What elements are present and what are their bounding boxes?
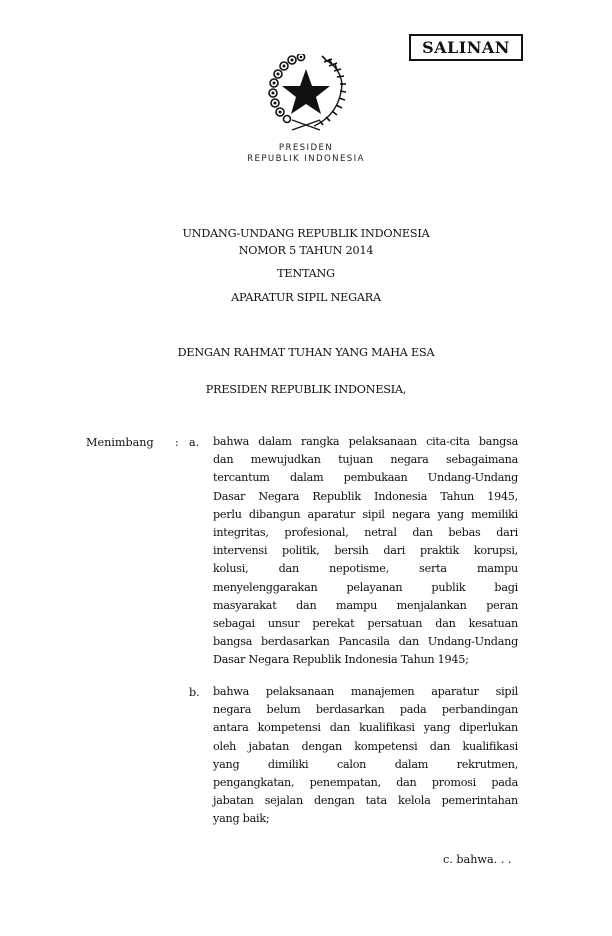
item-b-line: negara belum berdasarkan pada perbandingan bbox=[213, 703, 518, 717]
salinan-stamp: SALINAN bbox=[409, 34, 523, 61]
presidential-emblem-icon bbox=[262, 54, 350, 132]
item-b-line: bahwa pelaksanaan manajemen aparatur sipil bbox=[213, 685, 518, 698]
office-line-republik: REPUBLIK INDONESIA bbox=[247, 154, 365, 164]
item-a-line: integritas, profesional, netral dan bebas dari bbox=[213, 526, 518, 540]
law-about: TENTANG bbox=[277, 267, 335, 280]
item-a-line: Dasar Negara Republik Indonesia Tahun 1945; bbox=[213, 653, 469, 667]
item-a-line: dan mewujudkan tujuan negara sebagaimana bbox=[213, 453, 518, 467]
item-a-marker: a. bbox=[189, 436, 200, 449]
item-b-line: oleh jabatan dengan kompetensi dan kualifikasi bbox=[213, 739, 518, 753]
item-b-line: yang baik; bbox=[213, 812, 270, 826]
item-b-line: jabatan sejalan dengan tata kelola pemerintahan bbox=[213, 794, 518, 808]
item-a-line: intervensi politik, bersih dari praktik korupsi, bbox=[213, 544, 518, 558]
item-a-line: masyarakat dan mampu menjalankan peran bbox=[213, 598, 518, 612]
item-a-line: bahwa dalam rangka pelaksanaan cita-cita bangsa bbox=[213, 435, 518, 448]
item-a-line: Dasar Negara Republik Indonesia Tahun 1945, bbox=[213, 489, 518, 503]
item-a-line: bangsa berdasarkan Pancasila dan Undang-Undang bbox=[213, 635, 518, 649]
item-b-line: antara kompetensi dan kualifikasi yang diperlukan bbox=[213, 721, 518, 735]
item-a-line: tercantum dalam pembukaan Undang-Undang bbox=[213, 471, 518, 485]
law-subject: APARATUR SIPIL NEGARA bbox=[231, 291, 381, 304]
considering-item-b bbox=[213, 683, 518, 829]
item-a-line: menyelenggarakan pelayanan publik bagi bbox=[213, 580, 518, 594]
blessing-line: DENGAN RAHMAT TUHAN YANG MAHA ESA bbox=[177, 346, 435, 359]
item-b-line: yang dimiliki calon dalam rekrutmen, bbox=[213, 757, 518, 771]
president-line: PRESIDEN REPUBLIK INDONESIA, bbox=[205, 383, 407, 396]
law-title: UNDANG-UNDANG REPUBLIK INDONESIA bbox=[182, 227, 430, 240]
item-b-marker: b. bbox=[189, 686, 200, 699]
item-a-line: perlu dibangun aparatur sipil negara yang memiliki bbox=[213, 507, 518, 521]
considering-colon: : bbox=[175, 436, 179, 449]
item-a-line: kolusi, dan nepotisme, serta mampu bbox=[213, 562, 518, 576]
considering-label: Menimbang bbox=[86, 436, 154, 449]
continuation-marker: c. bahwa. . . bbox=[443, 853, 512, 866]
item-a-line: sebagai unsur perekat persatuan dan kesatuan bbox=[213, 617, 518, 631]
considering-item-a bbox=[213, 433, 518, 670]
item-b-line: pengangkatan, penempatan, dan promosi pada bbox=[213, 776, 518, 790]
law-number: NOMOR 5 TAHUN 2014 bbox=[238, 244, 374, 257]
office-line-presiden: PRESIDEN bbox=[278, 143, 334, 153]
